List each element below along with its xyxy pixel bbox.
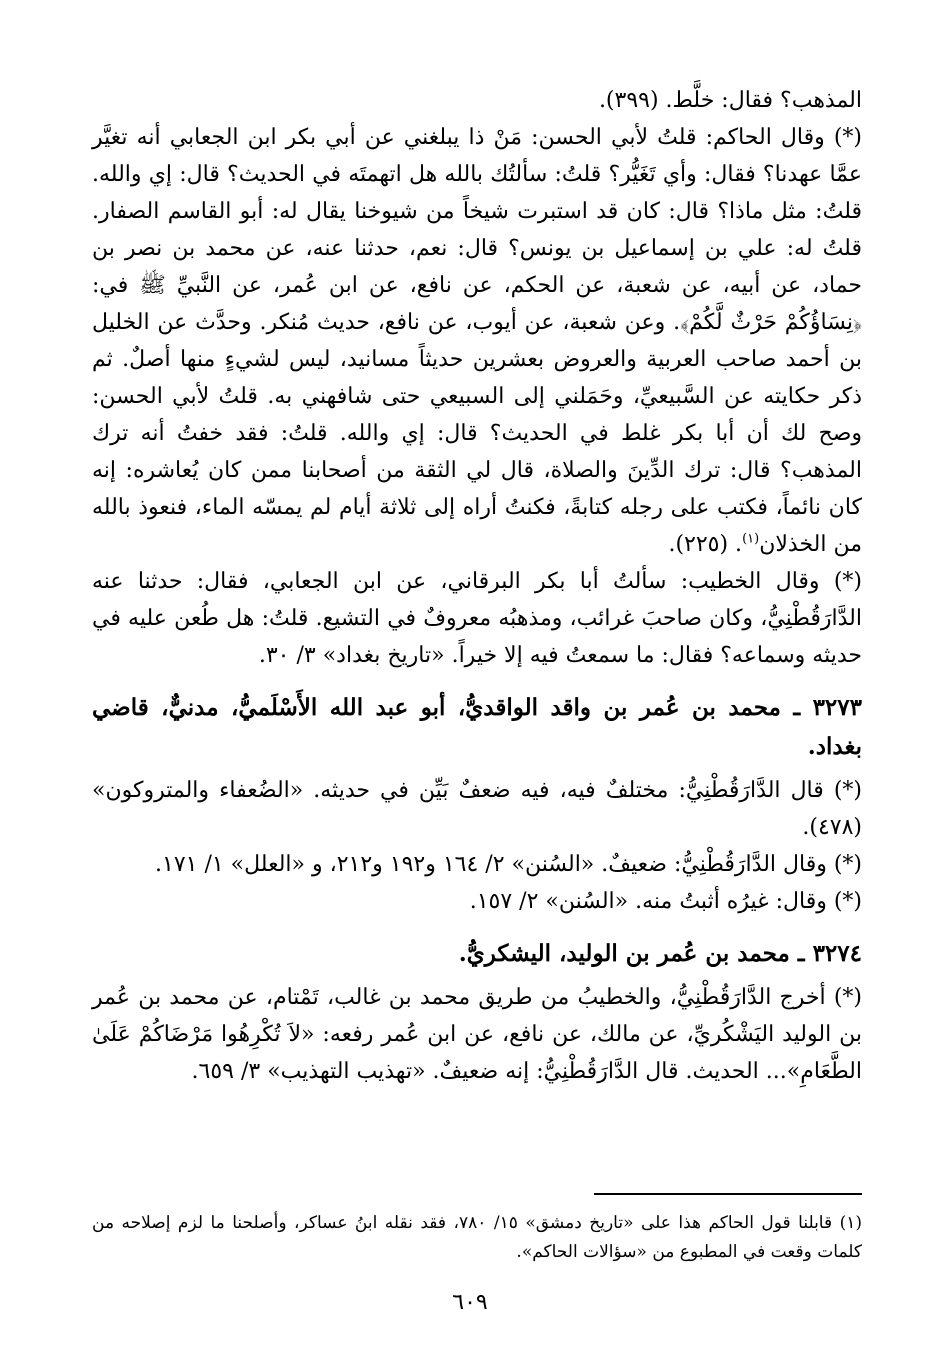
entry-3273-paragraph-1: (*) قال الدَّارَقُطْنِيُّ: مختلفٌ فيه، فيه ضعفٌ بَيِّن في حديثه. «الضُعفاء والمتروكون» (٤٧٨).: [92, 778, 862, 840]
footnote: (١) قابلنا قول الحاكم هذا على «تاريخ دمشق» ١٥/ ٧٨٠، فقد نقله ابنُ عساكر، وأصلحنا ما لزم إصلاحه من كلمات وقعت في المطبوع من «سؤالات الحاكم».: [92, 1213, 863, 1262]
paragraph-2-text: (*) وقال الحاكم: قلتُ لأبي الحسن: مَنْ ذا يبلغني عن أبي بكر ابن الجعابي أنه تغيَّر عمَّا عهدنا؟ فقال: وأي تَغَيُّر؟ قلتُ: سألتُك بالله هل اتهمتَه في الحديث؟ قال: إي والله. قلتُ: مثل ماذا؟ قال: كان قد استبرت شيخاً من شيوخنا يقال له: أبو القاسم الصفار. قلتُ له: علي بن إسماعيل بن يونس؟ قال: نعم، حدثنا عنه، عن محمد بن نصر بن حماد، عن أبيه، عن شعبة، عن الحكم، عن نافع، عن ابن عُمر، عن النَّبيِّ ﷺ في: ﴿نِسَاؤُكُمْ حَرْثٌ لَّكُمْ﴾. وعن شعبة، عن أيوب، عن نافع، حديث مُنكر. وحدَّث عن الخليل بن أحمد صاحب العربية والعروض بعشرين حديثاً مسانيد، ليس لشيءٍ منها أصلٌ. ثم ذكر حكايته عن السَّبيعيِّ، وحَمَلني إلى السبيعي حتى شافهني به. قلتُ لأبي الحسن: وصح لك أن أبا بكر غلط في الحديث؟ قال: إي والله. قلتُ: فقد خفتُ أنه ترك المذهب؟ قال: ترك الدِّينَ والصلاة، قال لي الثقة من أصحابنا ممن كان يُعاشره: إنه كان نائماً، فكتب على رجله كتابةً، فكنتُ أراه إلى ثلاثة أيام لم يمسّه الماء، فنعوذ بالله من الخذلان: [92, 125, 862, 557]
page-number: ٦٠٩: [452, 1290, 488, 1315]
entry-3273-heading: ٣٢٧٣ ـ محمد بن عُمر بن واقد الواقديُّ، أبو عبد الله الأَسْلَميُّ، مدنيٌّ، قاضي بغداد.: [92, 694, 862, 760]
paragraph-2-tail: . (٢٢٥).: [668, 532, 743, 557]
entry-3274-heading: ٣٢٧٤ ـ محمد بن عُمر بن الوليد، اليشكريُّ.: [458, 940, 862, 967]
paragraph-3: (*) وقال الخطيب: سألتُ أبا بكر البرقاني، عن ابن الجعابي، فقال: حدثنا عنه الدَّارَقُطْنِيُّ، وكان صاحبَ غرائب، ومذهبُه معروفٌ في التشيع. قلتُ: هل طُعن عليه في حديثه وسماعه؟ فقال: ما سمعتُ فيه إلا خيراً. «تاريخ بغداد» ٣/ ٣٠.: [92, 569, 862, 668]
entry-3273-paragraph-2: (*) وقال الدَّارَقُطْنِيُّ: ضعيفٌ. «السُنن» ٢/ ١٦٤ و١٩٢ و٢١٢، و «العلل» ١/ ١٧١.: [155, 852, 862, 877]
footnote-marker[interactable]: (١): [742, 531, 760, 547]
paragraph-1: المذهب؟ فقال: خلَّط. (٣٩٩).: [598, 88, 862, 113]
paragraph-2: [92, 119, 862, 563]
entry-3273-paragraph-3: (*) وقال: غيرُه أثبتُ منه. «السُنن» ٢/ ١٥٧.: [469, 889, 862, 914]
footnote-separator: [594, 1193, 862, 1195]
main-text: [92, 82, 862, 1090]
entry-3274-paragraph-1: (*) أخرج الدَّارَقُطْنِيُّ، والخطيبُ من طريق محمد بن غالب، تَمْتام، عن محمد بن عُمر بن الوليد اليَشْكُريِّ، عن مالك، عن نافع، عن ابن عُمر رفعه: «لاَ تُكْرِهُوا مَرْضَاكُمْ عَلَىٰ الطَّعَامِ»... الحديث. قال الدَّارَقُطْنِيُّ: إنه ضعيفٌ. «تهذيب التهذيب» ٣/ ٦٥٩.: [92, 985, 862, 1084]
